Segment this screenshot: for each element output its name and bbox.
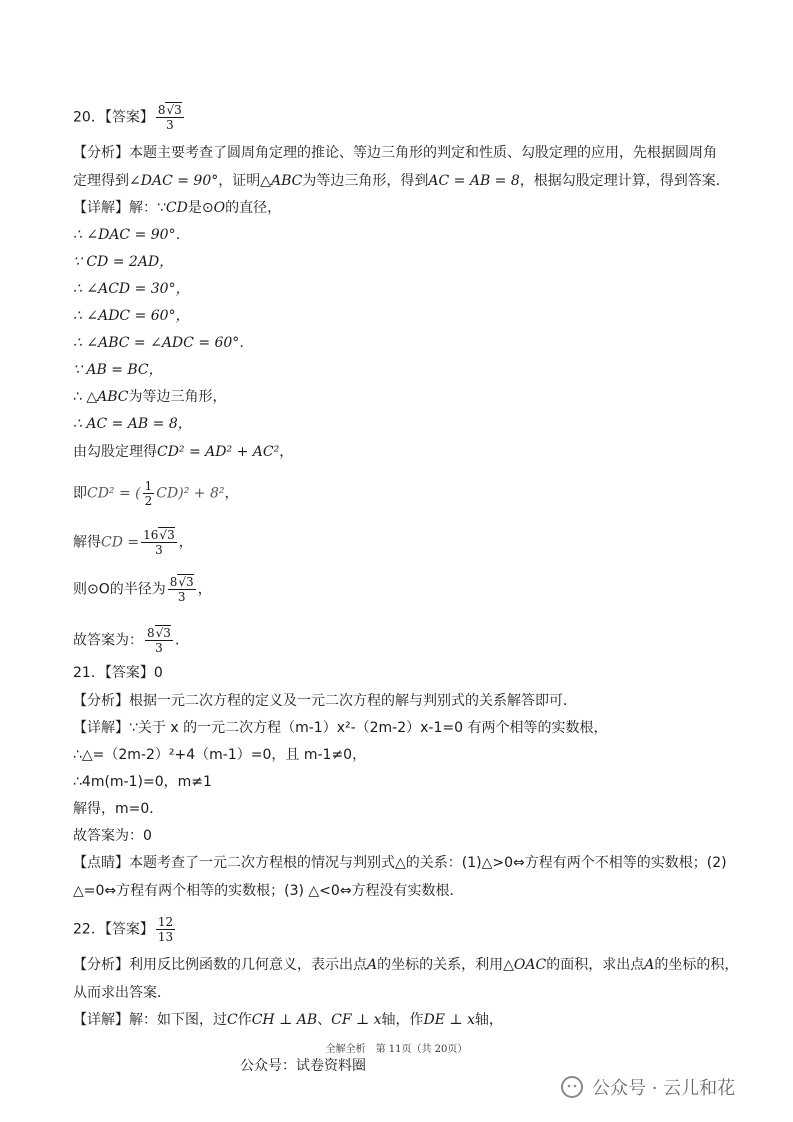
q20-step4: ∴ ∠ADC = 60°， [73, 308, 190, 324]
q20-step8: ∴ AC = AB = 8， [73, 416, 192, 432]
q20-answer: 20．【答案】 $\frac{8√3}{3}$ [73, 103, 182, 132]
q20-step12: 则⊙O的半径为 $\frac{8√3}{3}$ ， [73, 575, 212, 604]
q20-step1: ∴ ∠DAC = 90°． [73, 227, 190, 243]
q21-step3: 解得，m=0． [73, 801, 164, 817]
q20-step9: 由勾股定理得CD² = AD² + AC²， [73, 444, 294, 460]
wechat-icon [560, 1075, 584, 1099]
q20-analysis-line2: 定理得到∠DAC = 90°，证明△ABC为等边三角形，得到AC = AB = 8，根据勾股定理计算，得到答案． [73, 173, 730, 189]
final-fraction: $\frac{8√3}{3}$ [147, 626, 171, 655]
q20-analysis-line1: 【分析】本题主要考查了圆周角定理的推论、等边三角形的判定和性质、勾股定理的应用，先根据圆周角 [73, 145, 717, 161]
page-footer: 全解全析 第 11页（共 20页） [325, 1044, 468, 1055]
q20-step11: 解得CD = $\frac{16√3}{3}$ ， [73, 528, 193, 557]
q22-analysis-line2: 从而求出答案． [73, 985, 171, 1001]
account-label: 公众号：试卷资料圈 [240, 1058, 366, 1074]
answer-fraction: $\frac{12}{13}$ [157, 915, 174, 944]
q22-answer: 22．【答案】 $\frac{12}{13}$ [73, 915, 174, 944]
answer-fraction: $\frac{8√3}{3}$ [157, 103, 182, 132]
q20-step13: 故答案为： $\frac{8√3}{3}$ ． [73, 626, 189, 655]
q22-detail: 【详解】解：如下图，过C作CH ⊥ AB、CF ⊥ x轴，作DE ⊥ x轴， [73, 1012, 503, 1028]
q21-comment-line1: 【点睛】本题考查了一元二次方程根的情况与判别式△的关系：(1)△>0⇔方程有两个不相等的实数根；(2) [73, 855, 727, 871]
q20-step6: ∵ AB = BC， [73, 362, 163, 378]
result-fraction: $\frac{16√3}{3}$ [143, 528, 175, 557]
watermark-text: 公众号 · 云儿和花 [592, 1078, 736, 1099]
q20-step2: ∵ CD = 2AD， [73, 254, 174, 270]
q21-step4: 故答案为：0 [73, 828, 152, 844]
q21-answer: 21．【答案】0 [73, 665, 163, 681]
q21-step2: ∴4m(m-1)=0，m≠1 [73, 774, 212, 790]
q20-step7: ∴ △ABC为等边三角形， [73, 389, 227, 405]
q21-detail: 【详解】∵关于 x 的一元二次方程（m-1）x²-（2m-2）x-1=0 有两个相等的实数根， [73, 720, 608, 736]
q20-step10: 即CD² = ( $\frac{1}{2}$ CD)² + 8²， [73, 479, 239, 508]
half-fraction: $\frac{1}{2}$ [144, 479, 153, 508]
radius-fraction: $\frac{8√3}{3}$ [169, 575, 194, 604]
q20-step5: ∴ ∠ABC = ∠ADC = 60°． [73, 335, 254, 351]
q22-analysis-line1: 【分析】利用反比例函数的几何意义，表示出点A的坐标的关系，利用△OAC的面积，求出点A的坐标的积， [73, 957, 739, 973]
q20-step3: ∴ ∠ACD = 30°， [73, 281, 190, 297]
q20-detail: 【详解】解：∵CD是⊙O的直径， [73, 200, 282, 216]
watermark [560, 1074, 735, 1100]
q21-analysis: 【分析】根据一元二次方程的定义及一元二次方程的解与判别式的关系解答即可． [73, 693, 577, 709]
q21-step1: ∴△=（2m-2）²+4（m-1）=0，且 m-1≠0， [73, 747, 367, 763]
q21-comment-line2: △=0⇔方程有两个相等的实数根；(3) △<0⇔方程没有实数根． [73, 883, 464, 899]
